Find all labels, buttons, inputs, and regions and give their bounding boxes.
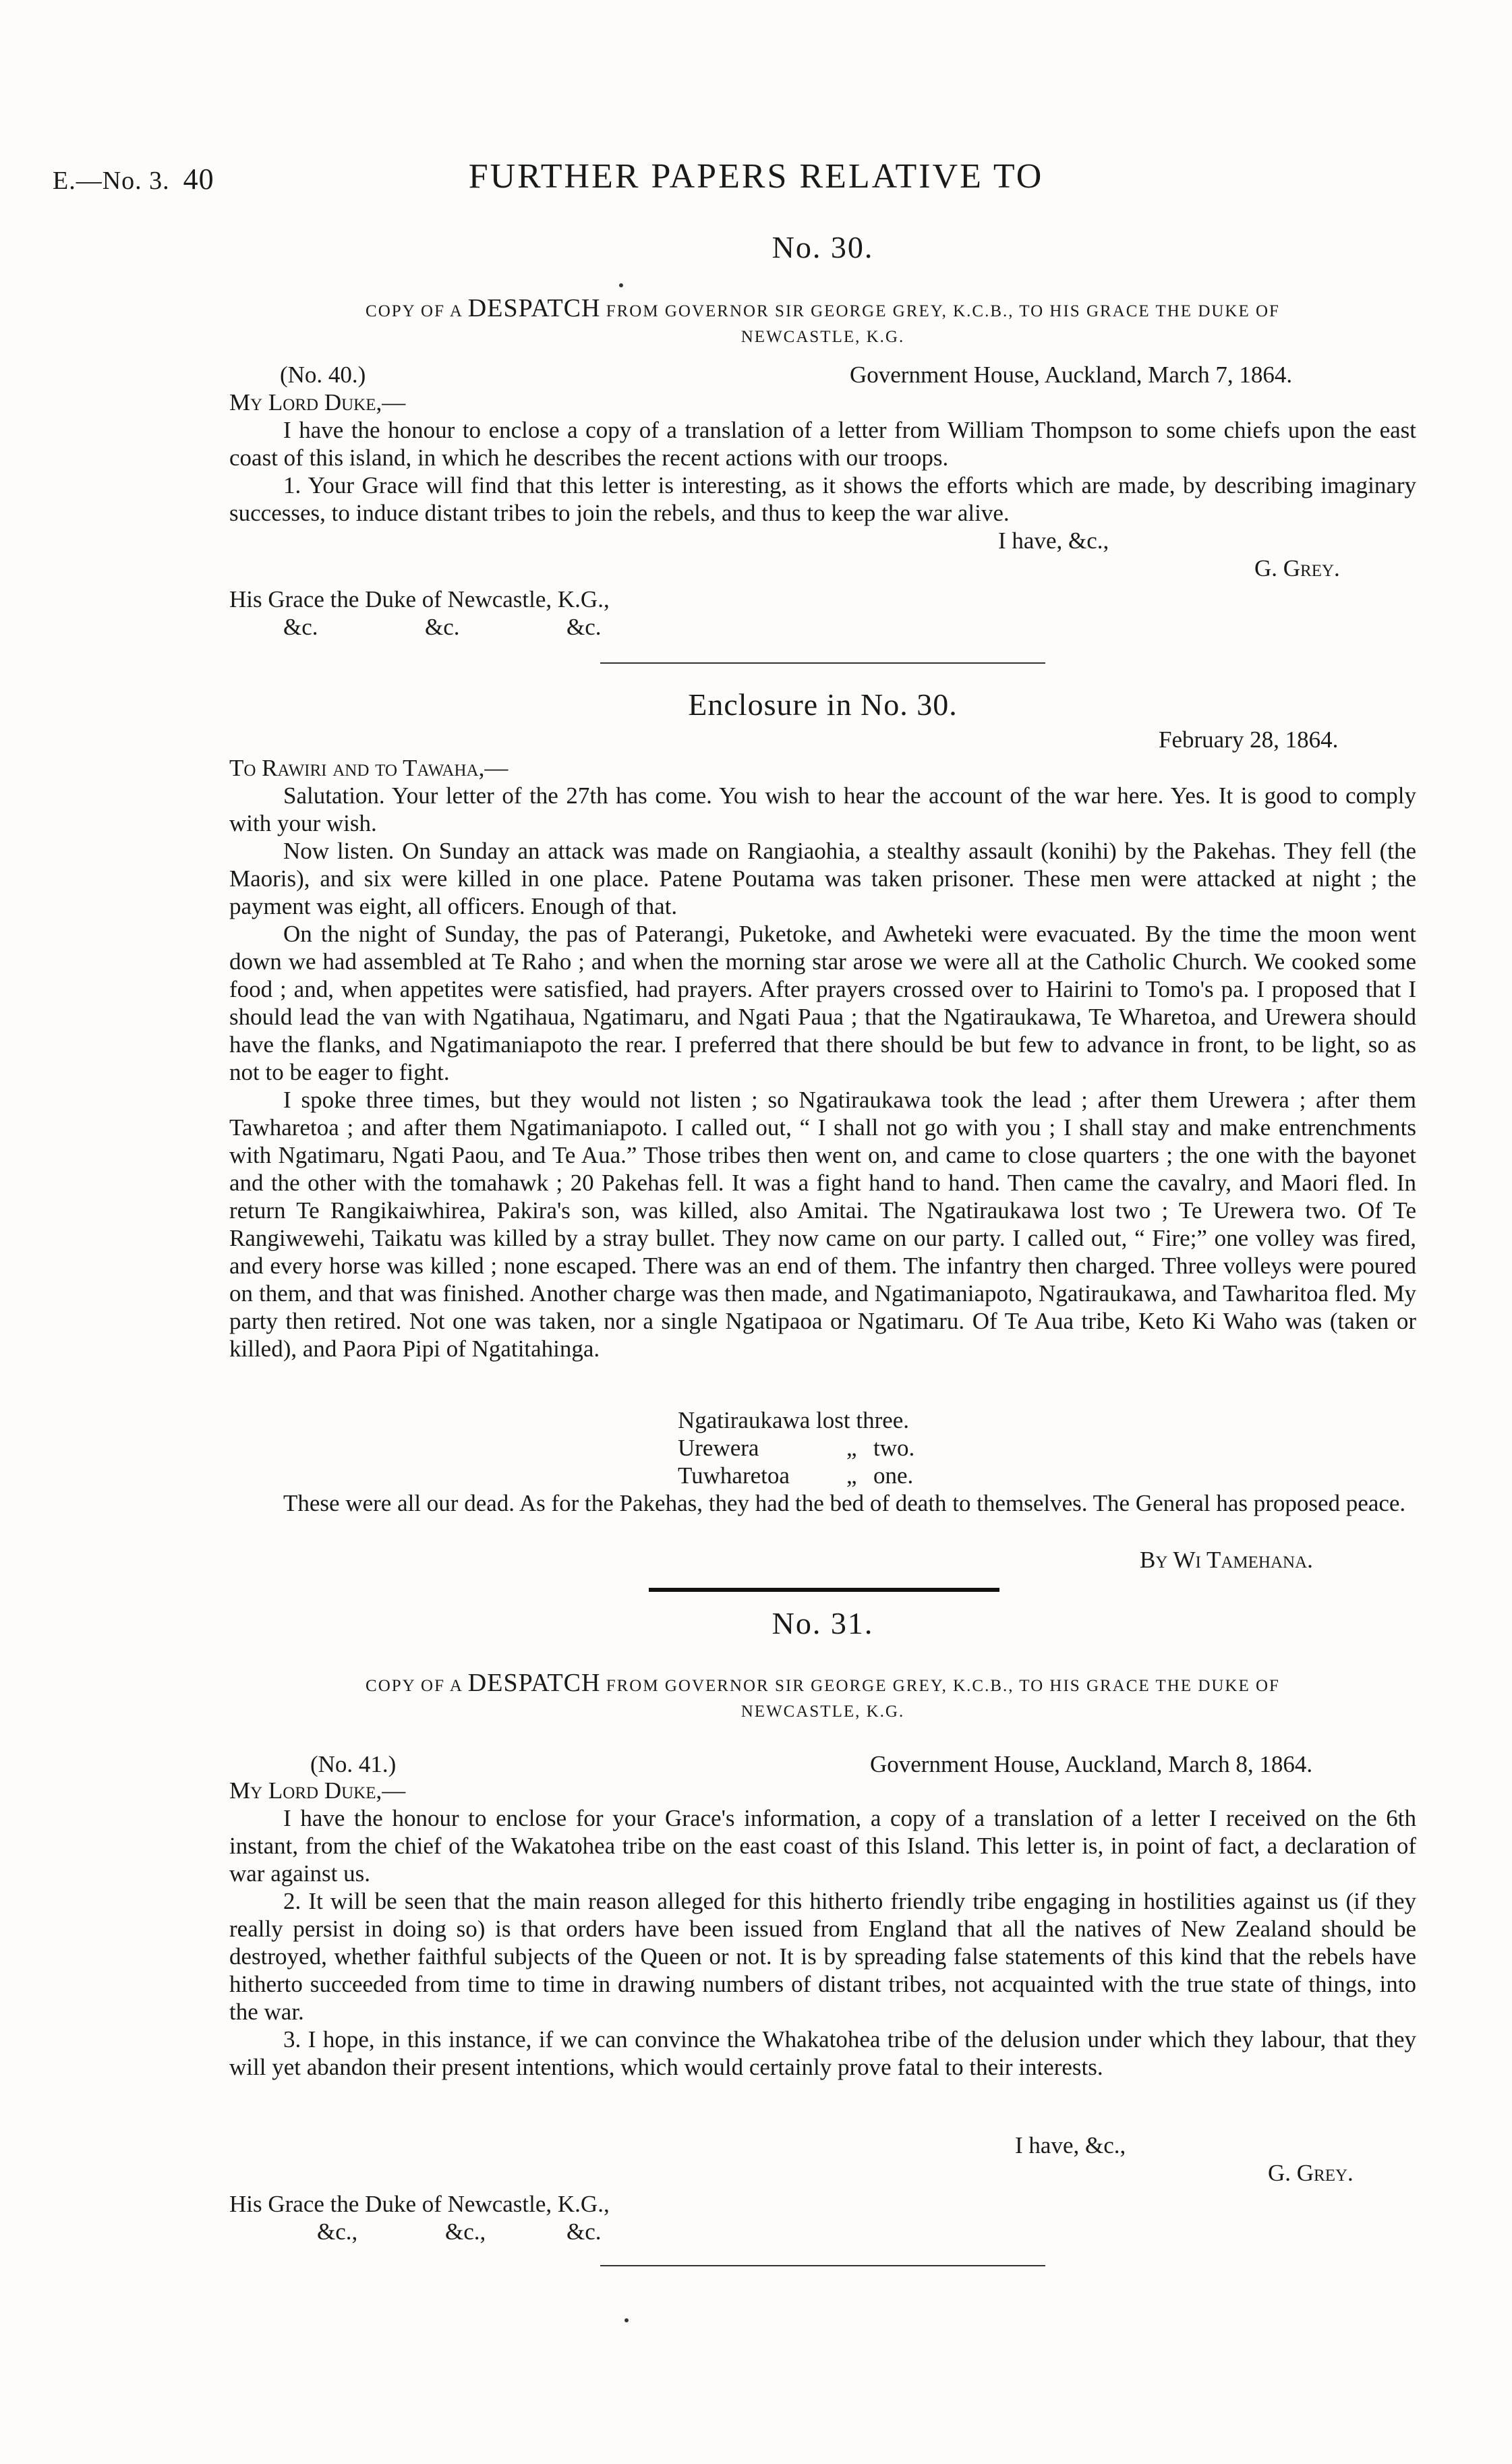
- paragraph: 1. Your Grace will find that this letter is interesting, as it shows the efforts which are made, by describing imaginary successes, to induce distant tribes to join the rebels, and thus to keep the war alive.: [229, 472, 1416, 526]
- enclosure-heading: Enclosure in No. 30.: [688, 687, 958, 722]
- enclosure-body: [229, 782, 1416, 1363]
- paragraph: 2. It will be seen that the main reason alleged for this hitherto friendly tribe engaging in hostilities against us (if they really persist in doing so) is that orders have been issued from England that all the natives of New Zealand should be destroyed, whether faithful subjects of the Queen or not. It is by spreading false statements of this kind that the rebels have hitherto succeeded from time to time in drawing numbers of distant tribes, not acquainted with the true state of things, into the war.: [229, 1888, 1416, 2025]
- page-number: 40: [183, 163, 214, 196]
- paragraph: These were all our dead. As for the Pakehas, they had the bed of death to themselves. The General has proposed peace.: [283, 1490, 1406, 1516]
- despatch-31-salutation: My Lord Duke,—: [229, 1777, 406, 1804]
- etc-2: &c.,: [445, 2218, 486, 2245]
- etc-1: &c.: [283, 614, 318, 640]
- ink-speck: [624, 2318, 629, 2322]
- enclosure-date: February 28, 1864.: [1159, 726, 1339, 753]
- despatch-31-heading: COPY OF A DESPATCH FROM GOVERNOR SIR GEORGE GREY, K.C.B., TO HIS GRACE THE DUKE OF NEWCASTLE, K.G.: [366, 1669, 1280, 1721]
- section-divider: [600, 2265, 1045, 2266]
- etc-1: &c.,: [317, 2218, 358, 2245]
- paragraph: On the night of Sunday, the pas of Paterangi, Puketoke, and Awheteki were evacuated. By the time the moon went down we had assembled at Te Raho ; and when the morning star arose we were all at the Catholic Church. We cooked some food ; and, when appetites were satisfied, had prayers. After prayers crossed over to Hairini to Tomo's pa. I proposed that I should lead the van with Ngatihaua, Ngatimaru, and Ngati Paua ; that the Ngatiraukawa, Te Wharetoa, and Urewera should have the flanks, and Ngatimaniapoto the rear. I preferred that there should be but few to advance in front, to be light, so as not to be eager to fight.: [229, 921, 1416, 1085]
- despatch-30-addressee: His Grace the Duke of Newcastle, K.G.,: [229, 586, 610, 612]
- despatch-30-body: [229, 416, 1416, 527]
- etc-2: &c.: [425, 614, 460, 640]
- despatch-31-body: [229, 1804, 1416, 2081]
- enclosure-signature: By Wi Tamehana.: [1140, 1547, 1313, 1573]
- ink-speck: [619, 283, 623, 287]
- etc-3: &c.: [566, 614, 602, 640]
- despatch-30-heading: COPY OF A DESPATCH FROM GOVERNOR SIR GEORGE GREY, K.C.B., TO HIS GRACE THE DUKE OF NEWCASTLE, K.G.: [366, 294, 1280, 347]
- etc-3: &c.: [566, 2218, 602, 2245]
- paragraph: I have the honour to enclose a copy of a translation of a letter from William Thompson to some chiefs upon the east coast of this island, in which he describes the recent actions with our troops.: [229, 417, 1416, 471]
- despatch-31-signature: G. Grey.: [1268, 2160, 1354, 2186]
- paragraph: 3. I hope, in this instance, if we can convince the Whakatohea tribe of the delusion under which they labour, that they will yet abandon their present intentions, which would certainly prove fatal to their interests.: [229, 2026, 1416, 2080]
- despatch-number-31: No. 31.: [772, 1606, 874, 1640]
- despatch-31-closing: I have, &c.,: [1015, 2132, 1126, 2158]
- despatch-30-signature: G. Grey.: [1254, 555, 1340, 581]
- paragraph: I spoke three times, but they would not listen ; so Ngatiraukawa took the lead ; after them Urewera ; after them Tawharetoa ; and after them Ngatimaniapoto. I called out, “ I shall not go with you ; I shall stay and make entrenchments with Ngatimaru, Ngati Paou, and Te Aua.” Those tribes then went on, and came to close quarters ; the one with the bayonet and the other with the tomahawk ; 20 Pakehas fell. It was a fight hand to hand. Then came the cavalry, and Maori fled. In return Te Rangikaiwhirea, Pakira's son, was killed, also Amitai. The Ngatiraukawa lost two ; Te Urewera two. Of Te Rangiwewehi, Taikatu was killed by a stray bullet. They now came on our party. I called out, “ Fire;” one volley was fired, and every horse was killed ; none escaped. There was an end of them. The infantry then charged. Three volleys were poured on them, and that was finished. Another charge was then made, and Ngatimaniapoto, Ngatiraukawa, and Tawharitoa fled. My party then retired. Not one was taken, nor a single Ngatipaoa or Ngatimaru. Of Te Aua tribe, Keto Ki Waho was (taken or killed), and Paora Pipi of Ngatitahinga.: [229, 1087, 1416, 1362]
- loss-row: Tuwharetoa „ one.: [678, 1462, 914, 1489]
- despatch-word: DESPATCH: [467, 294, 601, 322]
- heavy-divider: [649, 1588, 999, 1592]
- enclosure-addressees: To Rawiri and to Tawaha,—: [229, 755, 508, 781]
- despatch-30-salutation: My Lord Duke,—: [229, 389, 406, 416]
- despatch-word: DESPATCH: [467, 1669, 601, 1697]
- despatch-30-ref-no: (No. 40.): [280, 362, 366, 388]
- paragraph: Now listen. On Sunday an attack was made on Rangiaohia, a stealthy assault (konihi) by the Pakehas. They fell (the Maoris), and six were killed in one place. Patene Poutama was taken prisoner. These men were attacked at night ; the payment was eight, all officers. Enough of that.: [229, 838, 1416, 919]
- running-title: FURTHER PAPERS RELATIVE TO: [468, 157, 1044, 196]
- despatch-number-30: No. 30.: [772, 230, 874, 264]
- despatch-31-place-date: Government House, Auckland, March 8, 1864.: [870, 1751, 1313, 1777]
- loss-row: Urewera „ two.: [678, 1435, 915, 1461]
- paragraph: I have the honour to enclose for your Grace's information, a copy of a translation of a letter I received on the 6th instant, from the chief of the Wakatohea tribe on the east coast of this Island. This letter is, in point of fact, a declaration of war against us.: [229, 1805, 1416, 1887]
- despatch-31-ref-no: (No. 41.): [310, 1751, 397, 1777]
- ref-code: E.—No. 3.: [53, 167, 170, 195]
- loss-row: Ngatiraukawa lost three.: [678, 1407, 910, 1433]
- losses-list: [678, 1406, 914, 1489]
- despatch-30-place-date: Government House, Auckland, March 7, 1864.: [850, 362, 1293, 388]
- despatch-31-addressee: His Grace the Duke of Newcastle, K.G.,: [229, 2191, 610, 2217]
- section-divider: [600, 662, 1045, 664]
- enclosure-conclusion: [229, 1489, 1416, 1517]
- paragraph: Salutation. Your letter of the 27th has come. You wish to hear the account of the war here. Yes. It is good to comply with your wish.: [229, 782, 1416, 836]
- despatch-30-closing: I have, &c.,: [998, 527, 1109, 554]
